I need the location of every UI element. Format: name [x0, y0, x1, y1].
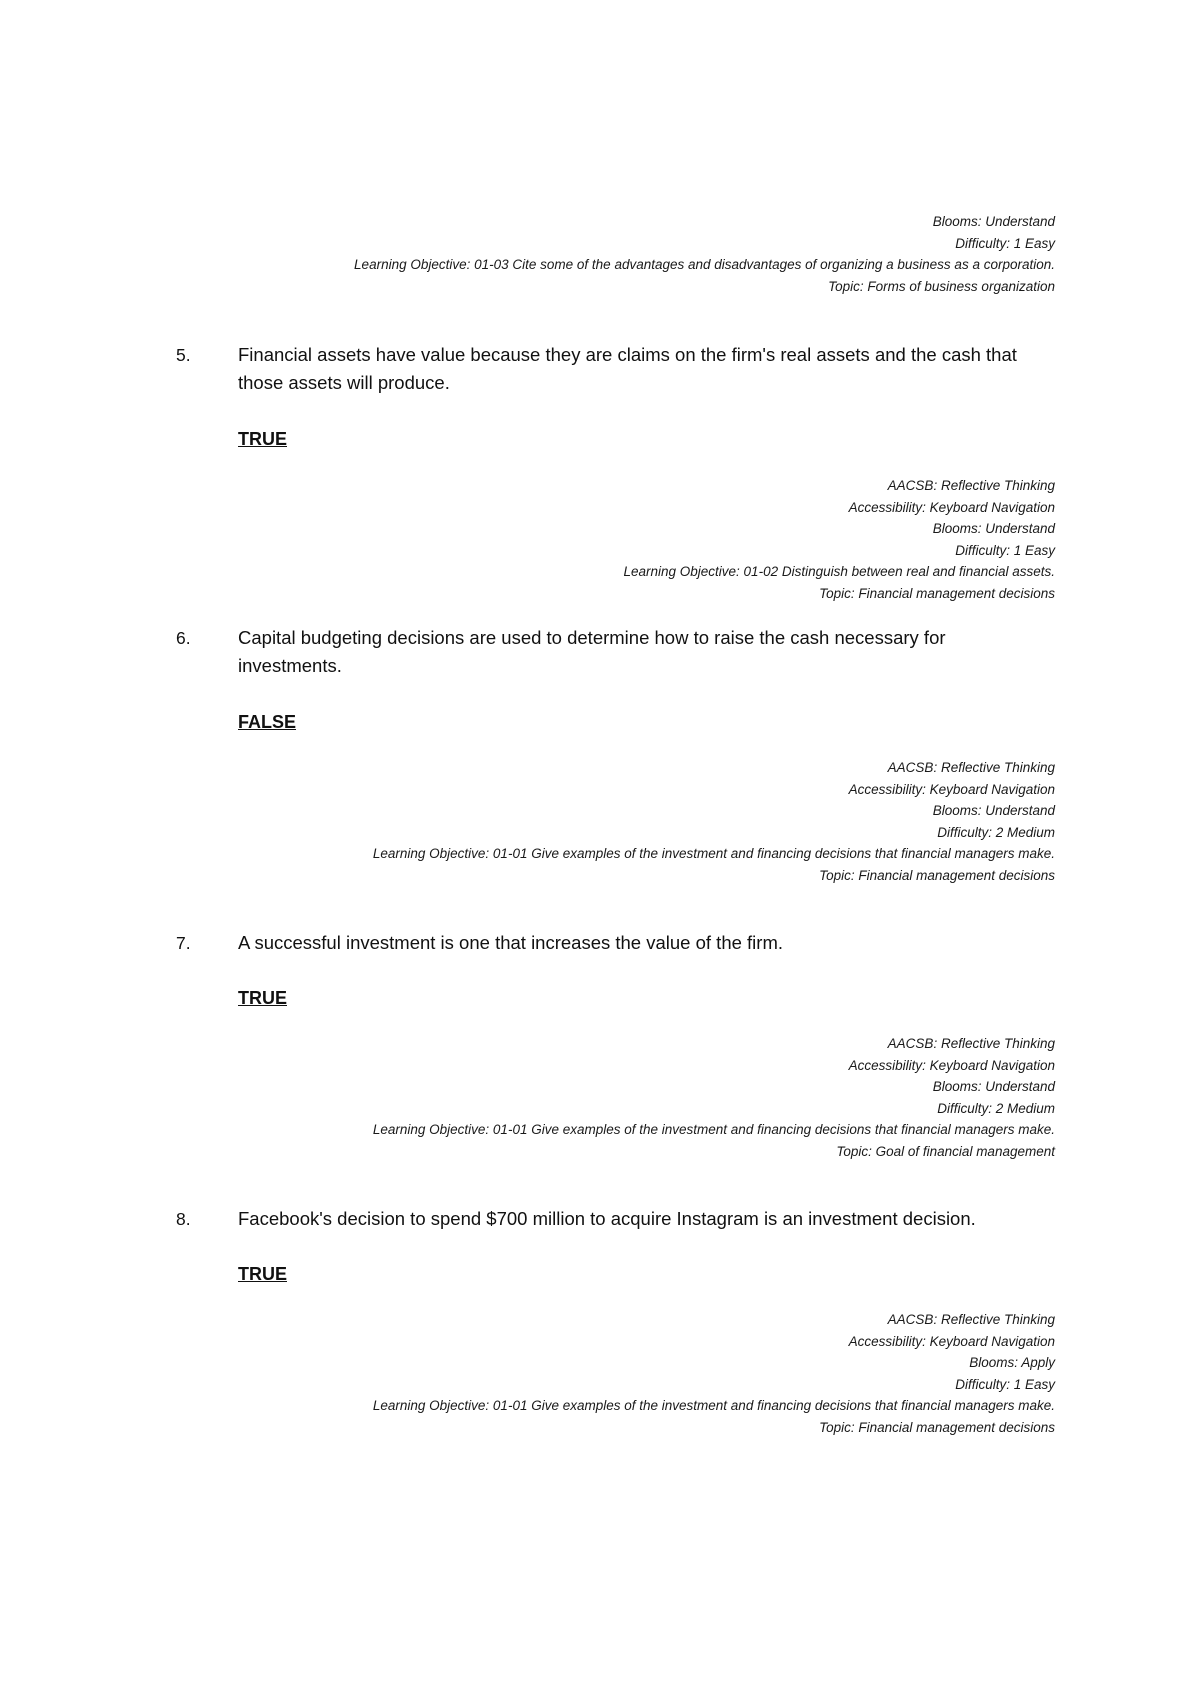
- answer-label: TRUE: [238, 988, 287, 1008]
- learning-objective-tag: Learning Objective: 01-01 Give examples of the investment and financing decisions that financial managers make.: [372, 1398, 1055, 1413]
- blooms-tag: Blooms: Understand: [932, 803, 1055, 818]
- question-text: Financial assets have value because they are claims on the firm's real assets and the cash that those assets will produce.: [238, 344, 1017, 393]
- question-number: 5.: [176, 345, 191, 365]
- question-6-metadata: [295, 757, 1055, 886]
- accessibility-tag: Accessibility: Keyboard Navigation: [848, 781, 1055, 797]
- answer-label: TRUE: [238, 1264, 287, 1284]
- aacsb-tag: AACSB: Reflective Thinking: [887, 1036, 1055, 1051]
- difficulty-tag: Difficulty: 2 Medium: [937, 824, 1055, 840]
- top-question-metadata: [295, 211, 1055, 297]
- blooms-tag: Blooms: Understand: [932, 521, 1055, 536]
- topic-tag: Topic: Financial management decisions: [819, 1419, 1055, 1435]
- aacsb-tag: AACSB: Reflective Thinking: [887, 1312, 1055, 1327]
- difficulty-tag: Difficulty: 1 Easy: [955, 235, 1055, 251]
- learning-objective-tag: Learning Objective: 01-01 Give examples of the investment and financing decisions that financial managers make.: [372, 846, 1055, 861]
- topic-tag: Topic: Forms of business organization: [828, 278, 1055, 294]
- blooms-tag: Blooms: Understand: [932, 214, 1055, 229]
- question-text: A successful investment is one that increases the value of the firm.: [238, 932, 783, 953]
- question-number: 8.: [176, 1209, 191, 1229]
- question-7-metadata: [295, 1033, 1055, 1162]
- aacsb-tag: AACSB: Reflective Thinking: [887, 760, 1055, 775]
- aacsb-tag: AACSB: Reflective Thinking: [887, 478, 1055, 493]
- learning-objective-tag: Learning Objective: 01-03 Cite some of the advantages and disadvantages of organizing a business as a corporation.: [354, 257, 1055, 272]
- question-text: Capital budgeting decisions are used to determine how to raise the cash necessary for investments.: [238, 627, 946, 676]
- difficulty-tag: Difficulty: 1 Easy: [955, 542, 1055, 558]
- answer-label: FALSE: [238, 712, 297, 732]
- topic-tag: Topic: Financial management decisions: [819, 867, 1055, 883]
- question-number: 6.: [176, 628, 191, 648]
- accessibility-tag: Accessibility: Keyboard Navigation: [848, 1333, 1055, 1349]
- answer-label: TRUE: [238, 429, 287, 449]
- topic-tag: Topic: Financial management decisions: [819, 585, 1055, 601]
- topic-tag: Topic: Goal of financial management: [836, 1143, 1055, 1159]
- accessibility-tag: Accessibility: Keyboard Navigation: [848, 499, 1055, 515]
- question-5-metadata: [295, 475, 1055, 604]
- learning-objective-tag: Learning Objective: 01-01 Give examples of the investment and financing decisions that financial managers make.: [372, 1122, 1055, 1137]
- question-text: Facebook's decision to spend $700 million to acquire Instagram is an investment decision.: [238, 1208, 976, 1229]
- question-number: 7.: [176, 933, 191, 953]
- learning-objective-tag: Learning Objective: 01-02 Distinguish between real and financial assets.: [623, 564, 1055, 579]
- blooms-tag: Blooms: Apply: [969, 1355, 1055, 1370]
- difficulty-tag: Difficulty: 1 Easy: [955, 1376, 1055, 1392]
- question-8-metadata: [295, 1309, 1055, 1438]
- difficulty-tag: Difficulty: 2 Medium: [937, 1100, 1055, 1116]
- blooms-tag: Blooms: Understand: [932, 1079, 1055, 1094]
- accessibility-tag: Accessibility: Keyboard Navigation: [848, 1057, 1055, 1073]
